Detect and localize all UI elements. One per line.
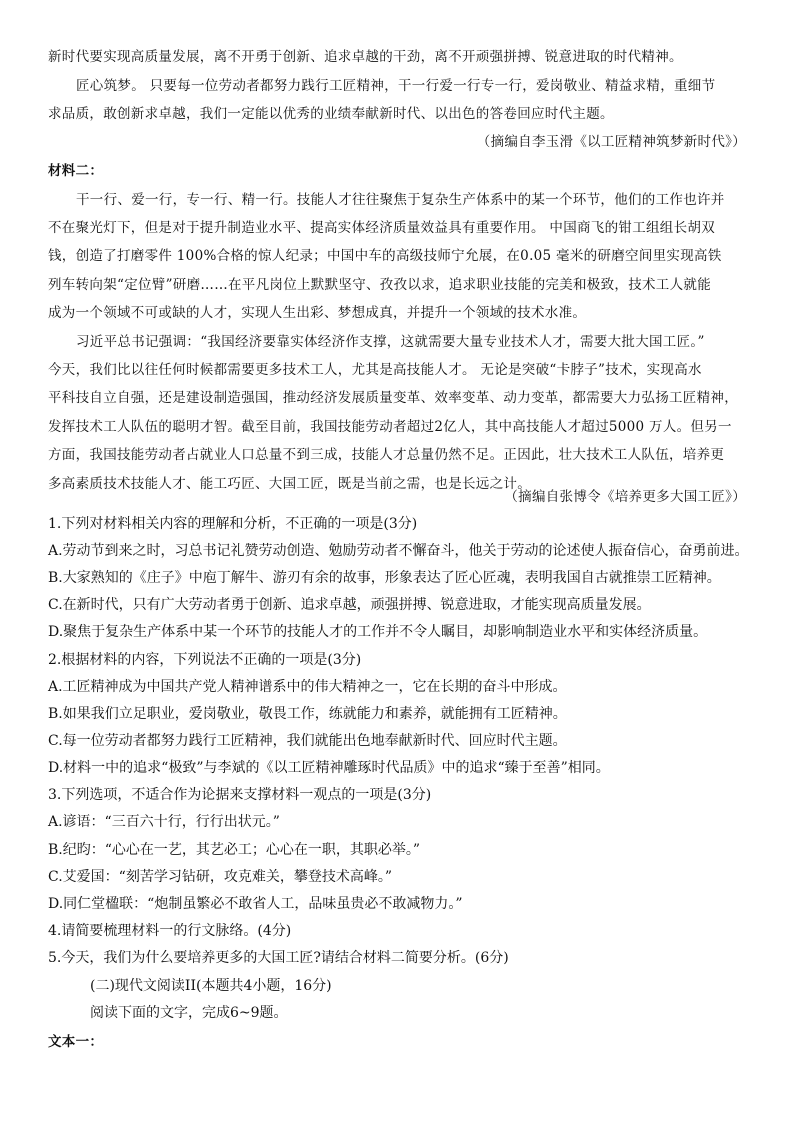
option-line: B.如果我们立足职业，爱岗敬业，敬畏工作，练就能力和素养，就能拥有工匠精神。 xyxy=(48,706,567,722)
paragraph-line: 成为一个领域不可或缺的人才，实现人生出彩、梦想成真，并提升一个领域的技术水准。 xyxy=(48,305,587,321)
paragraph-line: 今天，我们比以往任何时候都需要更多技术工人，尤其是高技能人才。 无论是突破“卡脖子”技术，实现高水 xyxy=(48,362,702,378)
section-heading: 文本一： xyxy=(48,1034,104,1050)
question-stem: 1.下列对材料相关内容的理解和分析，不正确的一项是(3分) xyxy=(48,516,418,532)
paragraph-line: 习近平总书记强调：“我国经济要靠实体经济作支撑，这就需要大量专业技术人才，需要大批大国工匠。” xyxy=(76,334,705,350)
paragraph-line: 新时代要实现高质量发展，离不开勇于创新、追求卓越的干劲，离不开顽强拼搏、锐意进取的时代精神。 xyxy=(48,49,683,65)
paragraph-line: 钱，创造了打磨零件 100%合格的惊人纪录；中国中车的高级技师宁允展，在0.05 毫米的研磨空间里实现高铁 xyxy=(48,248,722,264)
section-heading: 材料二： xyxy=(48,163,104,179)
paragraph-line: 发挥技术工人队伍的聪明才智。截至目前，我国技能劳动者超过2亿人，其中高技能人才超过5000 万人。但另一 xyxy=(48,419,732,435)
paragraph-line: 方面，我国技能劳动者占就业人口总量不到三成，技能人才总量仍然不足。正因此，壮大技术工人队伍，培养更 xyxy=(48,447,725,463)
option-line: C.艾爱国：“刻苦学习钻研，攻克难关，攀登技术高峰。” xyxy=(48,869,392,885)
question-stem: 4.请简要梳理材料一的行文脉络。(4分) xyxy=(48,923,292,939)
option-line: B.大家熟知的《庄子》中庖丁解牛、游刃有余的故事，形象表达了匠心匠魂，表明我国自古就推崇工匠精神。 xyxy=(48,570,721,586)
paragraph-line: 列车转向架“定位臂”研磨……在平凡岗位上默默坚守、孜孜以求，追求职业技能的完美和极致，技术工人就能 xyxy=(48,277,712,293)
option-line: A.工匠精神成为中国共产党人精神谱系中的伟大精神之一，它在长期的奋斗中形成。 xyxy=(48,679,567,695)
question-stem: 2.根据材料的内容，下列说法不正确的一项是(3分) xyxy=(48,652,362,668)
question-stem: 5.今天，我们为什么要培养更多的大国工匠?请结合材料二简要分析。(6分) xyxy=(48,950,509,966)
paragraph-line: 多高素质技术技能人才、能工巧匠、大国工匠，既是当前之需，也是长远之计。 xyxy=(48,476,531,492)
paragraph-line: 干一行、爱一行，专一行、精一行。技能人才往往聚焦于复杂生产体系中的某一个环节，他们的工作也许并 xyxy=(76,192,725,208)
option-line: C.在新时代，只有广大劳动者勇于创新、追求卓越，顽强拼搏、锐意进取，才能实现高质量发展。 xyxy=(48,597,651,613)
paragraph-line: 匠心筑梦。 只要每一位劳动者都努力践行工匠精神，干一行爱一行专一行，爱岗敬业、精益求精，重细节 xyxy=(76,78,716,94)
option-line: D.聚焦于复杂生产体系中某一个环节的技能人才的工作并不令人瞩目，却影响制造业水平和实体经济质量。 xyxy=(48,624,708,640)
source-citation: （摘编自李玉滑《以工匠精神筑梦新时代》） xyxy=(476,134,746,150)
option-line: D.同仁堂楹联：“炮制虽繁必不敢省人工，品味虽贵必不敢减物力。” xyxy=(48,896,463,912)
paragraph-line: 不在聚光灯下，但是对于提升制造业水平、提高实体经济质量效益具有重要作用。 中国商飞的钳工组组长胡双 xyxy=(48,220,715,236)
option-line: C.每一位劳动者都努力践行工匠精神，我们就能出色地奉献新时代、回应时代主题。 xyxy=(48,733,567,749)
option-line: B.纪昀：“心心在一艺，其艺必工；心心在一职，其职必举。” xyxy=(48,842,421,858)
paragraph-line: 平科技自立自强，还是建设制造强国，推动经济发展质量变革、效率变革、动力变革，都需要大力弘扬工匠精神， xyxy=(48,390,738,406)
source-citation: （摘编自张博令《培养更多大国工匠》） xyxy=(504,489,746,505)
option-line: D.材料一中的追求“极致”与李斌的《以工匠精神雕琢时代品质》中的追求“臻于至善”相同。 xyxy=(48,760,610,776)
instruction-line: 阅读下面的文字，完成6~9题。 xyxy=(90,1005,288,1021)
question-stem: 3.下列选项，不适合作为论据来支撑材料一观点的一项是(3分) xyxy=(48,787,432,803)
option-line: A.劳动节到来之时，习总书记礼赞劳动创造、勉励劳动者不懈奋斗，他关于劳动的论述使人振奋信心，奋勇前进。 xyxy=(48,543,749,559)
paragraph-line: 求品质，敢创新求卓越，我们一定能以优秀的业绩奉献新时代、以出色的答卷回应时代主题。 xyxy=(48,106,614,122)
option-line: A.谚语：“三百六十行，行行出状元。” xyxy=(48,814,280,830)
section-heading: (二)现代文阅读II(本题共4小题，16分) xyxy=(90,978,332,994)
